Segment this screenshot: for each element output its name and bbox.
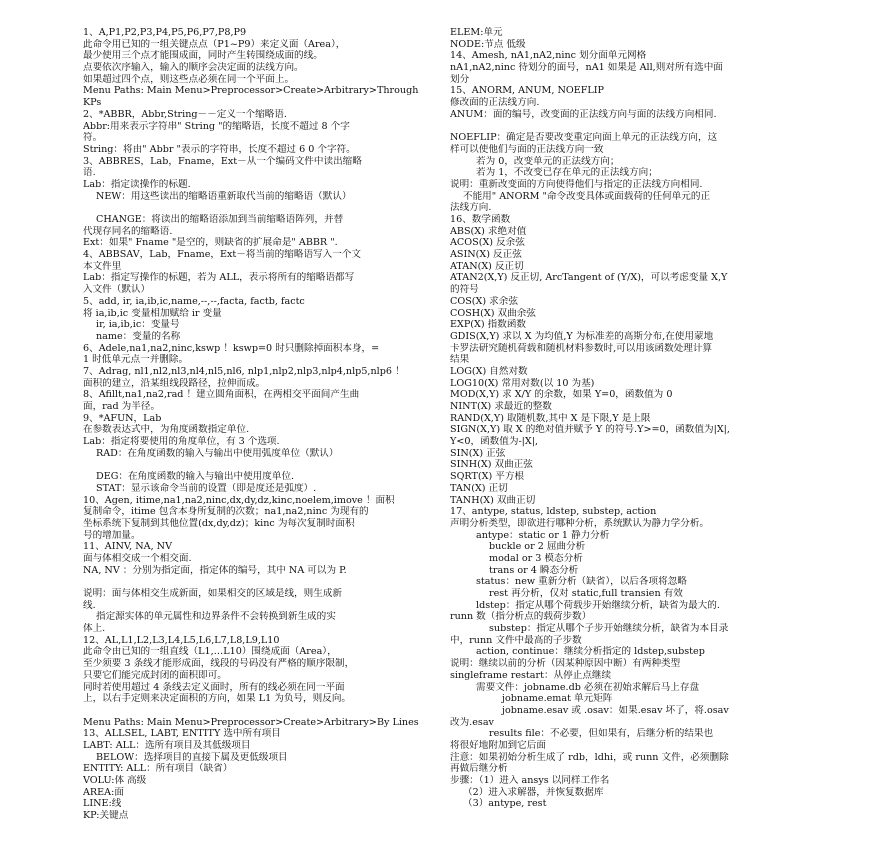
text-line: 代现存同名的缩略语. bbox=[83, 225, 173, 237]
text-line: substep：指定从哪个子步开始继续分析，缺省为本目录 bbox=[489, 623, 729, 635]
text-line: 3、ABBRES，Lab，Fname，Ext－从一个编码文件中读出缩略 bbox=[83, 155, 362, 167]
text-line: 1、A,P1,P2,P3,P4,P5,P6,P7,P8,P9 bbox=[83, 27, 247, 38]
text-line: 7、Adrag, nl1,nl2,nl3,nl4,nl5,nl6, nlp1,nlp2,nlp3,nlp4,nlp5,nlp6 ！ bbox=[83, 365, 405, 377]
text-line: 2、*ABBR，Abbr,String－－定义一个缩略语. bbox=[83, 108, 287, 120]
text-line: RAD：在角度函数的输入与输出中使用弧度单位（默认） bbox=[96, 447, 339, 459]
text-line: 上，以右手定则来决定面积的方向，如果 L1 为负号，则反向。 bbox=[83, 693, 352, 705]
text-line: SINH(X) 双曲正弦 bbox=[450, 459, 533, 471]
text-line bbox=[83, 705, 439, 717]
text-line: CHANGE：将读出的缩略语添加到当前缩略语阵列，并替 bbox=[96, 214, 344, 225]
text-line: 步骤：（1）进入 ansys 以同样工作名 bbox=[450, 775, 610, 786]
text-line: singleframe restart：从停止点继续 bbox=[450, 669, 612, 681]
text-line bbox=[83, 202, 439, 214]
text-line: 体上. bbox=[83, 623, 106, 635]
text-line: ATAN(X) 反正切 bbox=[450, 260, 524, 272]
text-line: ENTITY: ALL：所有项目（缺省） bbox=[83, 763, 233, 775]
text-line: 语. bbox=[83, 167, 96, 179]
text-line: Y<0，函数值为-|X|, bbox=[450, 436, 539, 448]
text-line: buckle or 2 屈曲分析 bbox=[489, 541, 586, 553]
text-line bbox=[83, 576, 439, 588]
text-line: GDIS(X,Y) 求以 X 为均值,Y 为标准差的高斯分布,在使用蒙地 bbox=[450, 330, 714, 342]
text-line: antype：static or 1 静力分析 bbox=[476, 529, 610, 541]
text-line: NODE:节点 低级 bbox=[450, 38, 526, 50]
text-line: String：将由" Abbr "表示的字符串，长度不超过 6 0 个字符。 bbox=[83, 143, 356, 155]
text-line: （3）antype, rest bbox=[463, 798, 547, 810]
text-line: 只要它们能完成封闭的面积即可。 bbox=[83, 669, 227, 681]
text-line: rest 再分析，仅对 static,full transien 有效 bbox=[489, 588, 683, 599]
text-line: 5、add, ir, ia,ib,ic,name,--,--,facta, factb, factc bbox=[83, 295, 305, 307]
text-line: 在参数表达式中，为角度函数指定单位. bbox=[83, 424, 250, 436]
text-line: 8、Afillt,na1,na2,rad ！建立圆角面积，在两相交平面间产生曲 bbox=[83, 389, 360, 401]
right-column bbox=[450, 27, 805, 810]
text-line: 12、AL,L1,L2,L3,L4,L5,L6,L7,L8,L9,L10 bbox=[83, 634, 280, 646]
text-line: 将 ia,ib,ic 变量相加赋给 ir 变量 bbox=[83, 307, 222, 319]
text-line: 卡罗法研究随机荷载和随机材料参数时,可以用该函数处理计算 bbox=[450, 342, 713, 354]
text-line: ir, ia,ib,ic：变量号 bbox=[96, 319, 180, 331]
text-line: name：变量的名称 bbox=[96, 330, 181, 342]
text-line: 再做后继分析 bbox=[450, 763, 508, 775]
text-line: 15、ANORM, ANUM, NOEFLIP bbox=[450, 85, 605, 97]
text-line: 不能用" ANORM "命令改变具体或面载荷的任何单元的正 bbox=[463, 190, 711, 202]
text-line: 最少使用三个点才能围成面，同时产生转围绕成面的线。 bbox=[83, 50, 323, 62]
text-line: VOLU:体 高级 bbox=[83, 775, 147, 786]
text-line: KP:关键点 bbox=[83, 810, 129, 822]
text-line: status：new 重新分析（缺省），以后各项将忽略 bbox=[476, 576, 687, 588]
text-line: results file：不必要，但如果有，后继分析的结果也 bbox=[489, 728, 714, 740]
text-line: 复制命令，itime 包含本身所复制的次数；na1,na2,ninc 为现有的 bbox=[83, 506, 369, 518]
text-line: ANUM：面的编号，改变面的正法线方向与面的法线方向相同. bbox=[450, 108, 717, 120]
text-line: 1 时低单元点一并删除。 bbox=[83, 354, 189, 366]
text-line: 13、ALLSEL, LABT, ENTITY 选中所有项目 bbox=[83, 728, 281, 740]
text-line: 若为 1，不改变已存在单元的正法线方向； bbox=[476, 167, 658, 179]
text-line: LOG10(X) 常用对数(以 10 为基) bbox=[450, 377, 595, 389]
text-line: Abbr:用来表示字符串" String "的缩略语，长度不超过 8 个字 bbox=[83, 120, 350, 132]
text-line: 坐标系统下复制到其他位置(dx,dy,dz)；kinc 为每次复制时面积 bbox=[83, 517, 355, 529]
text-line: 号的增加量。 bbox=[83, 529, 141, 541]
text-line: NA, NV ：分别为指定面，指定体的编号，其中 NA 可以为 P. bbox=[83, 564, 347, 576]
text-line: 说明：重新改变面的方向使得他们与指定的正法线方向相同. bbox=[450, 178, 703, 190]
text-line: Menu Paths: Main Menu>Preprocessor>Create>Arbitrary>Through bbox=[83, 85, 419, 97]
text-line: LABT: ALL：选所有项目及其低级项目 bbox=[83, 739, 251, 751]
text-line bbox=[450, 121, 805, 133]
text-line: TAN(X) 正切 bbox=[450, 482, 508, 494]
text-line: ABS(X) 求绝对值 bbox=[450, 225, 527, 237]
text-line: MOD(X,Y) 求 X/Y 的余数，如果 Y=0，函数值为 0 bbox=[450, 389, 673, 401]
text-line: 如果超过四个点，则这些点必须在同一个平面上。 bbox=[83, 73, 295, 85]
text-line: 此命令由已知的一组直线（L1,…L10）围绕成面（Area）， bbox=[83, 646, 337, 658]
text-line: 法线方向. bbox=[450, 202, 492, 214]
text-line: 面与体相交成一个相交面. bbox=[83, 552, 192, 564]
text-line: 改为.esav bbox=[450, 716, 494, 728]
text-line: 9、*AFUN，Lab bbox=[83, 412, 162, 424]
text-line: 入文件（默认） bbox=[83, 284, 151, 296]
text-line: 6、Adele,na1,na2,ninc,kswp ！kswp=0 时只删除掉面积本身，= bbox=[83, 342, 380, 354]
text-line: Ext：如果" Fname "是空的，则缺省的扩展命是" ABBR ". bbox=[83, 237, 338, 249]
text-line: NOEFLIP：确定是否要改变重定向面上单元的正法线方向，这 bbox=[450, 132, 718, 144]
text-line: 的符号 bbox=[450, 284, 479, 296]
text-line: 4、ABBSAV，Lab，Fname，Ext－将当前的缩略语写入一个文 bbox=[83, 249, 362, 261]
text-line: jobname.emat 单元矩阵 bbox=[502, 693, 613, 705]
text-line: DEG：在角度函数的输入与输出中使用度单位. bbox=[96, 471, 295, 483]
text-line: 此命令用已知的一组关键点点（P1~P9）来定义面（Area）， bbox=[83, 38, 346, 50]
text-line: EXP(X) 指数函数 bbox=[450, 319, 527, 331]
text-line: 说明：继续以前的分析（因某种原因中断）有两种类型 bbox=[450, 658, 681, 670]
text-line: LOG(X) 自然对数 bbox=[450, 365, 528, 377]
text-line: Lab：指定读操作的标题. bbox=[83, 178, 191, 190]
text-line: KPs bbox=[83, 97, 102, 109]
text-line: 至少须要 3 条线才能形成面，线段的号码没有严格的顺序限制， bbox=[83, 658, 355, 670]
text-line: ACOS(X) 反余弦 bbox=[450, 237, 525, 249]
text-line: TANH(X) 双曲正切 bbox=[450, 494, 536, 506]
text-line: nA1,nA2,ninc 待划分的面号，nA1 如果是 All,则对所有选中面 bbox=[450, 62, 723, 74]
text-line: 若为 0，改变单元的正法线方向； bbox=[476, 155, 620, 167]
text-line: COS(X) 求余弦 bbox=[450, 295, 518, 307]
text-line: SQRT(X) 平方根 bbox=[450, 471, 525, 483]
text-line: 同时若使用超过 4 条线去定义面时，所有的线必须在同一平面 bbox=[83, 681, 345, 693]
text-line: AREA:面 bbox=[83, 786, 124, 798]
text-line: Menu Paths: Main Menu>Preprocessor>Create>Arbitrary>By Lines bbox=[83, 716, 419, 728]
text-line: jobname.esav 或 .osav：如果.esav 坏了，将.osav bbox=[502, 704, 729, 716]
text-line: 11、AINV, NA, NV bbox=[83, 541, 173, 553]
text-line: 结果 bbox=[450, 354, 470, 366]
text-line: 面，rad 为半径。 bbox=[83, 401, 161, 412]
text-line: COSH(X) 双曲余弦 bbox=[450, 307, 536, 319]
text-line: runn 数（指分析点的载荷步数） bbox=[450, 611, 592, 623]
text-line: ASIN(X) 反正弦 bbox=[450, 249, 522, 261]
text-line: ELEM:单元 bbox=[450, 27, 503, 38]
text-line: ATAN2(X,Y) 反正切, ArcTangent of (Y/X)，可以考虑变量 X,Y bbox=[450, 272, 728, 284]
text-line: 点要依次序输入，输入的顺序会决定面的法线方向。 bbox=[83, 62, 304, 74]
text-line: 线. bbox=[83, 599, 96, 611]
text-line: 注意：如果初始分析生成了 rdb，ldhi，或 runn 文件，必须删除 bbox=[450, 751, 729, 763]
text-line: 17、antype, status, ldstep, substep, action bbox=[450, 506, 657, 518]
text-line: 划分 bbox=[450, 73, 470, 85]
text-line: NEW：用这些读出的缩略语重新取代当前的缩略语（默认） bbox=[96, 190, 352, 202]
text-line: SIGN(X,Y) 取 X 的绝对值并赋予 Y 的符号.Y>=0，函数值为|X|, bbox=[450, 424, 730, 436]
text-line: Lab：指定写操作的标题，若为 ALL，表示将所有的缩略语都写 bbox=[83, 272, 355, 284]
text-line bbox=[83, 459, 439, 471]
text-line: 声明分析类型，即欲进行哪种分析，系统默认为静力学分析。 bbox=[450, 517, 710, 529]
text-line: 样可以使他们与面的正法线方向一致 bbox=[450, 143, 604, 155]
text-line: 中，runn 文件中最高的子步数 bbox=[450, 634, 582, 646]
text-line: ldstep：指定从哪个荷载步开始继续分析，缺省为最大的. bbox=[476, 599, 720, 611]
text-line: 14、Amesh, nA1,nA2,ninc 划分面单元网格 bbox=[450, 50, 647, 62]
text-line: RAND(X,Y) 取随机数,其中 X 是下限,Y 是上限 bbox=[450, 412, 651, 424]
text-line: BELOW：选择项目的直接下属及更低级项目 bbox=[96, 751, 288, 763]
text-line: SIN(X) 正弦 bbox=[450, 447, 506, 459]
text-line: 说明：面与体相交生成新面，如果相交的区域是线，则生成新 bbox=[83, 588, 343, 599]
text-line: STAT：显示该命令当前的设置（即是度还是弧度）. bbox=[96, 482, 317, 494]
text-line: LINE:线 bbox=[83, 798, 122, 810]
text-line: 指定源实体的单元属性和边界条件不会转换到新生成的实 bbox=[96, 611, 336, 623]
text-line: 需要文件：jobname.db 必须在初始求解后马上存盘 bbox=[476, 681, 700, 693]
text-line: trans or 4 瞬态分析 bbox=[489, 564, 579, 576]
text-line: 本文件里 bbox=[83, 260, 122, 272]
text-line: 面积的建立，沿某组线段路径，拉伸而成。 bbox=[83, 377, 266, 389]
text-line: 将很好地附加到它后面 bbox=[450, 739, 546, 751]
text-line: action, continue：继续分析指定的 ldstep,substep bbox=[476, 646, 705, 658]
text-line: 修改面的正法线方向. bbox=[450, 97, 540, 109]
text-line: （2）进入求解器，并恢复数据库 bbox=[463, 786, 604, 798]
text-line: Lab：指定将要使用的角度单位，有 3 个选项. bbox=[83, 436, 280, 448]
text-line: 符。 bbox=[83, 132, 103, 144]
left-column bbox=[83, 27, 439, 822]
text-line: 10、Agen, itime,na1,na2,ninc,dx,dy,dz,kinc,noelem,imove ！面积 bbox=[83, 494, 395, 506]
text-line: NINT(X) 求最近的整数 bbox=[450, 401, 552, 412]
text-line: 16、数学函数 bbox=[450, 214, 511, 225]
text-line: modal or 3 模态分析 bbox=[489, 552, 583, 564]
